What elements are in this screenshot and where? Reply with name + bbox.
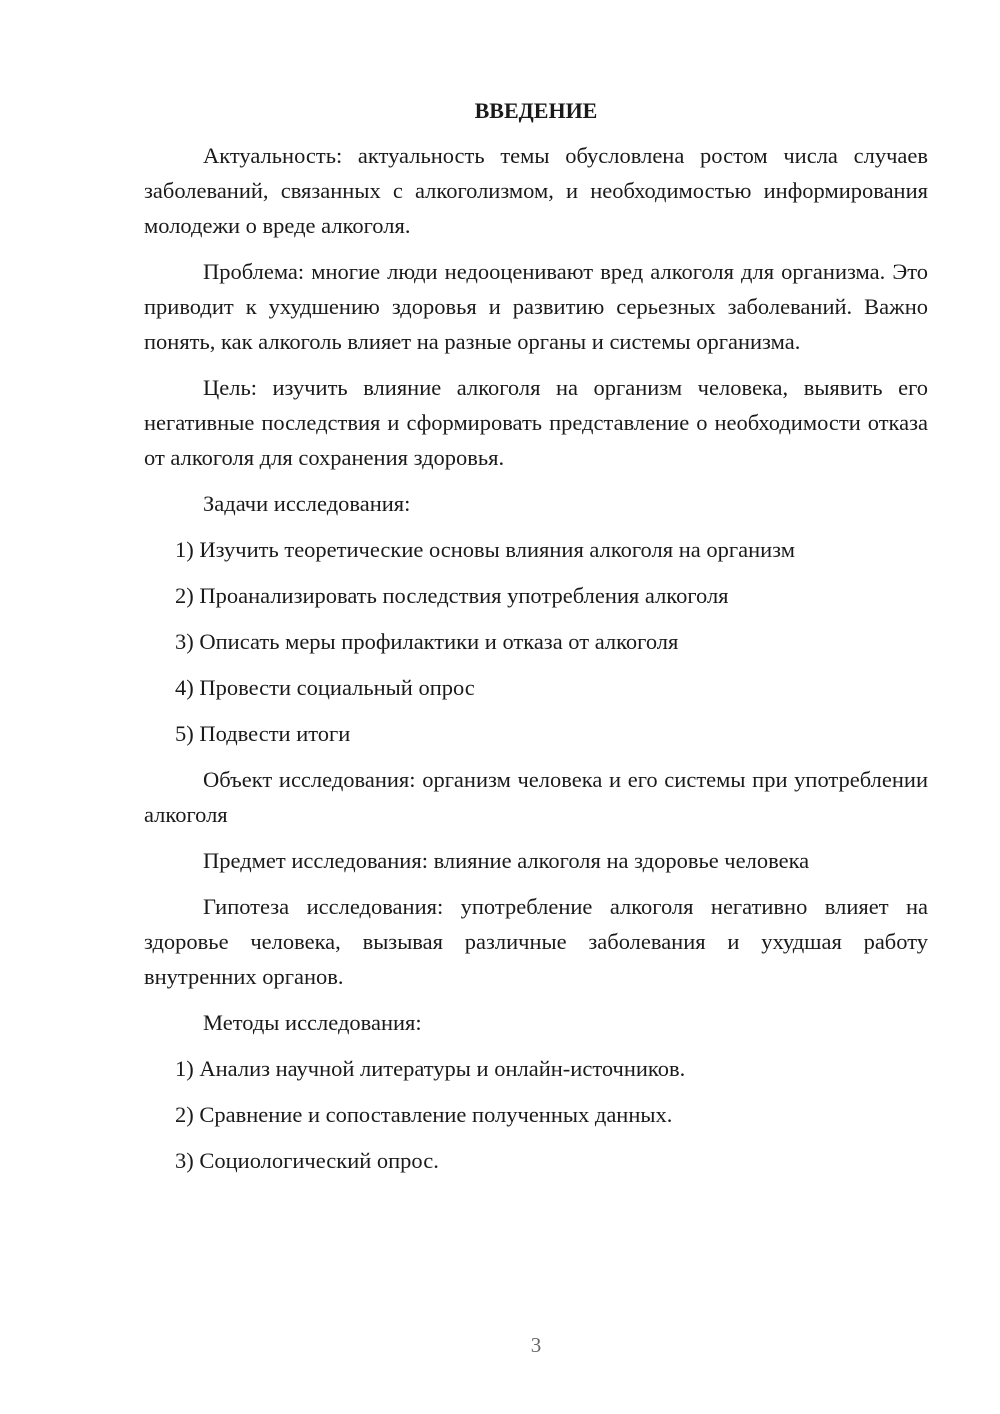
tasks-title: Задачи исследования: xyxy=(203,491,411,516)
page-title: ВВЕДЕНИЕ xyxy=(474,98,598,123)
goal-paragraph: Цель: изучить влияние алкоголя на организм человека, выявить его негативные последствия и сформировать представление о необходимости отказа от алкоголя для сохранения здоровья. xyxy=(144,375,928,470)
problem-paragraph: Проблема: многие люди недооценивают вред алкоголя для организма. Это приводит к ухудшению здоровья и развитию серьезных заболеваний. Важно понять, как алкоголь влияет на разные органы и системы организма. xyxy=(144,259,928,354)
relevance-paragraph: Актуальность: актуальность темы обусловлена ростом числа случаев заболеваний, связанных с алкоголизмом, и необходимостью информирования молодежи о вреде алкоголя. xyxy=(144,143,928,238)
page-number: 3 xyxy=(530,1333,542,1357)
task-item: 1) Изучить теоретические основы влияния алкоголя на организм xyxy=(175,537,795,562)
task-item: 5) Подвести итоги xyxy=(175,721,351,746)
object-paragraph: Объект исследования: организм человека и его системы при употреблении алкоголя xyxy=(144,767,928,827)
task-item: 2) Проанализировать последствия употребления алкоголя xyxy=(175,583,729,608)
task-item: 4) Провести социальный опрос xyxy=(175,675,475,700)
methods-title: Методы исследования: xyxy=(203,1010,422,1035)
document-page xyxy=(144,96,928,1189)
method-item: 1) Анализ научной литературы и онлайн-источников. xyxy=(175,1056,686,1081)
task-item: 3) Описать меры профилактики и отказа от алкоголя xyxy=(175,629,679,654)
hypothesis-paragraph: Гипотеза исследования: употребление алкоголя негативно влияет на здоровье человека, вызывая различные заболевания и ухудшая работу внутренних органов. xyxy=(144,894,928,989)
method-item: 3) Социологический опрос. xyxy=(175,1148,439,1173)
method-item: 2) Сравнение и сопоставление полученных данных. xyxy=(175,1102,673,1127)
subject-paragraph: Предмет исследования: влияние алкоголя на здоровье человека xyxy=(203,848,810,873)
